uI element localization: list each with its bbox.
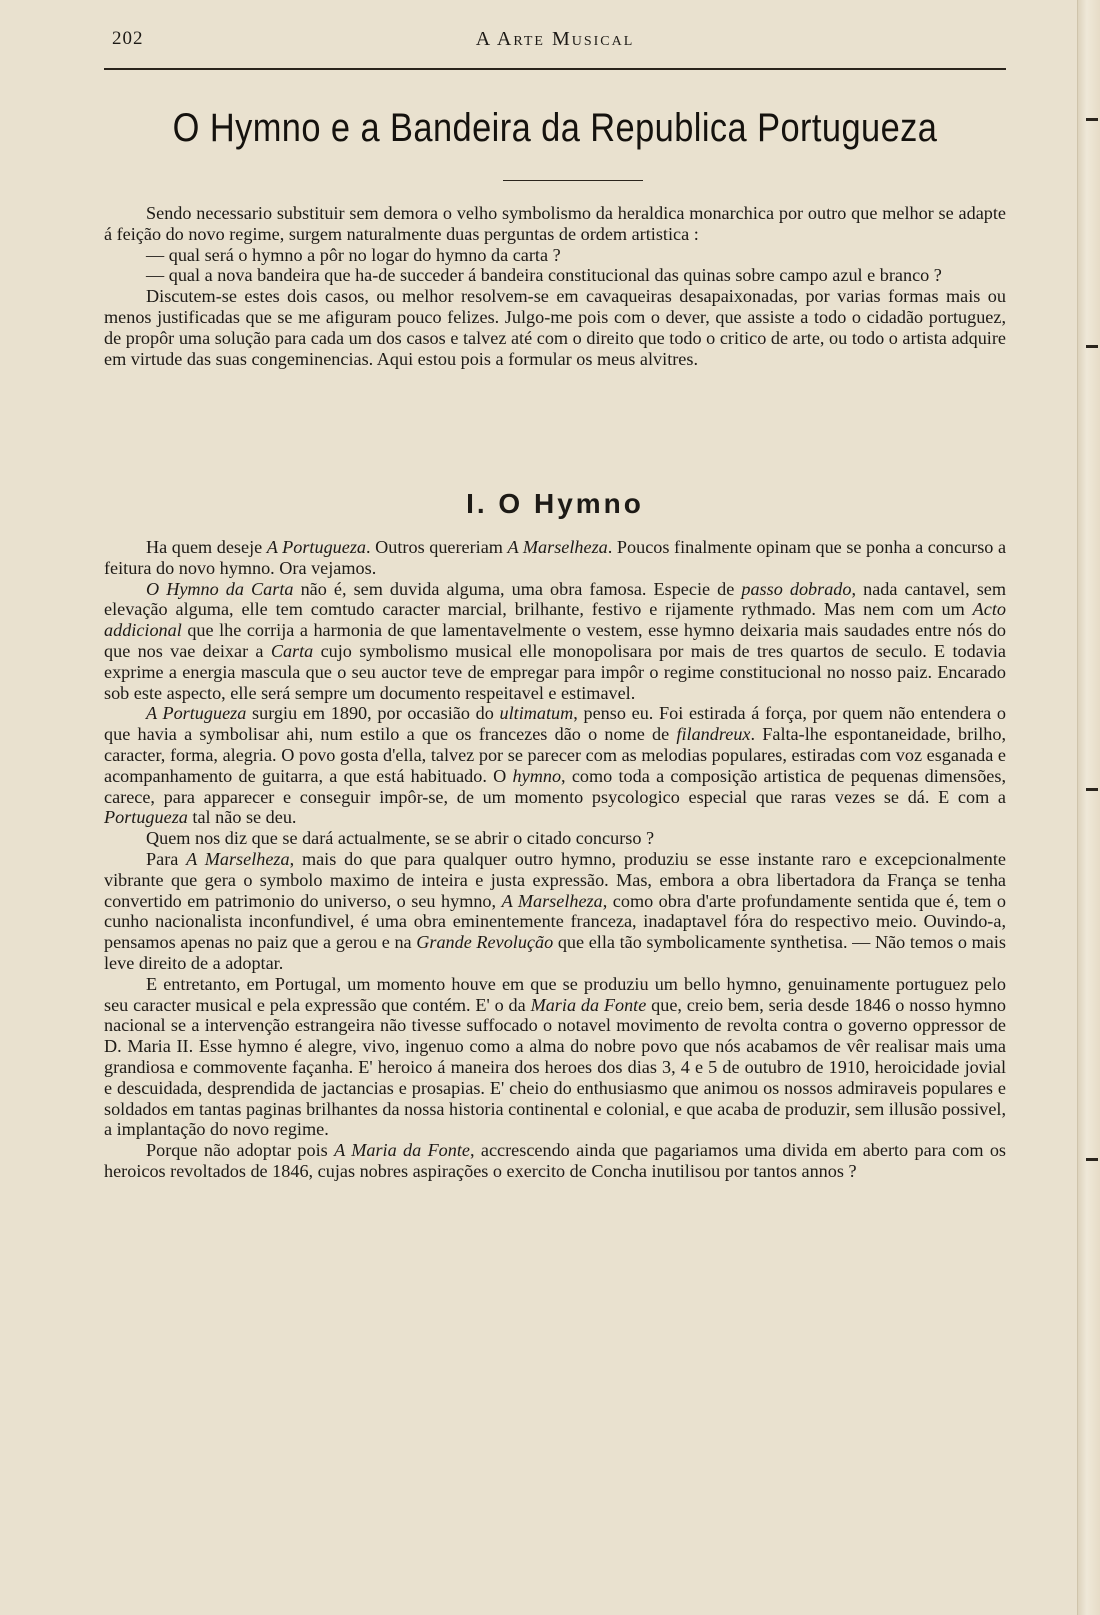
paragraph: Porque não adoptar pois A Maria da Fonte, accrescendo ainda que pagariamos uma divida em aberto para com os heroicos revoltados de 1846, cujas nobres aspirações o exercito de Concha inutilisou por tantos annos ? <box>104 1140 1006 1181</box>
section-heading: I. O Hymno <box>466 488 644 519</box>
paragraph: — qual será o hymno a pôr no logar do hymno da carta ? <box>146 244 561 265</box>
section-text <box>104 537 1006 1182</box>
intro-text <box>104 203 1006 369</box>
title-divider <box>503 180 643 181</box>
paragraph: A Portugueza surgiu em 1890, por occasião do ultimatum, penso eu. Foi estirada á força, por quem não entendera o que havia a symbolisar ahi, num estilo a que os francezes dão o nome de filandreux. Falta-lhe espontaneidade, brilho, caracter, forma, alegria. O povo gosta d'ella, talvez por se parecer com as melodias populares, estiradas com voz esganada e acompanhamento de guitarra, a que está habituado. O hymno, como toda a composição artistica de pequenas dimensões, carece, para apparecer e conseguir impôr-se, de um momento psycologico especial que raras vezes se dá. E com a Portugueza tal não se deu. <box>104 703 1007 828</box>
paragraph: Quem nos diz que se dará actualmente, se se abrir o citado concurso ? <box>146 828 655 849</box>
paragraph: Ha quem deseje A Portugueza. Outros quereriam A Marselheza. Poucos finalmente opinam que se ponha a concurso a feitura do novo hymno. Ora vejamos. <box>104 537 1007 578</box>
paragraph: Sendo necessario substituir sem demora o velho symbolismo da heraldica monarchica por outro que melhor se adapte á feição do novo regime, surgem naturalmente duas perguntas de ordem artistica : <box>104 203 1006 244</box>
paragraph: O Hymno da Carta não é, sem duvida alguma, uma obra famosa. Especie de passo dobrado, nada cantavel, sem elevação alguma, elle tem comtudo caracter marcial, brilhante, festivo e rijamente rythmado. Mas nem com um Acto addicional que lhe corrija a harmonia de que lamentavelmente o vestem, esse hymno deixaria mais saudades entre nós do que nos vae deixar a Carta cujo symbolismo musical elle monopolisara por mais de tres quartos de seculo. E todavia exprime a energia mascula que o seu auctor teve de empregar para impôr o regime constitucional no nosso paiz. Encarado sob este aspecto, elle será sempre um documento respeitavel e estimavel. <box>104 578 1006 703</box>
edge-mark <box>1086 118 1098 121</box>
header-rule <box>104 68 1006 70</box>
edge-mark <box>1086 1158 1098 1161</box>
paragraph: Discutem-se estes dois casos, ou melhor resolvem-se em cavaqueiras desapaixonadas, por varias formas mais ou menos justificadas que se me afiguram pouco felizes. Julgo-me pois com o dever, que assiste a todo o cidadão portuguez, de propôr uma solução para cada um dos casos e talvez até com o direito que todo o critico de arte, ou todo o artista adquire em virtude das suas congeminencias. Aqui estou pois a formular os meus alvitres. <box>104 286 1006 369</box>
edge-mark <box>1086 345 1098 348</box>
article-title: O Hymno e a Bandeira da Republica Portugueza <box>172 106 938 150</box>
adjacent-page-edge <box>1077 0 1100 1615</box>
page-number: 202 <box>112 28 144 49</box>
paragraph: Para A Marselheza, mais do que para qualquer outro hymno, produziu se esse instante raro e excepcionalmente vibrante que gera o symbolo maximo de inteira e justa expressão. Mas, embora a obra libertadora da França se tenha convertido em patrimonio do universo, o seu hymno, A Marselheza, como obra d'arte profundamente sentida que é, tem o cunho nacionalista inconfundivel, é uma obra eminentemente franceza, inadaptavel fóra do respectivo meio. Ouvindo-a, pensamos apenas no paiz que a gerou e na Grande Revolução que ella tão symbolicamente synthetisa. — Não temos o mais leve direito de a adoptar. <box>104 848 1006 973</box>
running-title: A Arte Musical <box>475 28 635 50</box>
paragraph: — qual a nova bandeira que ha-de succeder á bandeira constitucional das quinas sobre campo azul e branco ? <box>146 265 942 286</box>
paragraph: E entretanto, em Portugal, um momento houve em que se produziu um bello hymno, genuinamente portuguez pelo seu caracter musical e pela expressão que contém. E' o da Maria da Fonte que, creio bem, seria desde 1846 o nosso hymno nacional se a intervenção estrangeira não tivesse suffocado o notavel movimento de revolta contra o governo oppressor de D. Maria II. Esse hymno é alegre, vivo, ingenuo como a alma do nobre povo que nós acabamos de vêr realisar mais uma grandiosa e commovente façanha. E' heroico á maneira dos heroes dos dias 3, 4 e 5 de outubro de 1910, heroicidade jovial e descuidada, desprendida de jactancias e prosapias. E' cheio do enthusiasmo que animou os nossos admiraveis populares e soldados em tantas paginas brilhantes da nossa historia continental e colonial, e que acaba de produzir, sem illusão possivel, a implantação do novo regime. <box>104 973 1006 1140</box>
edge-mark <box>1086 788 1098 791</box>
page-header <box>104 26 1006 56</box>
